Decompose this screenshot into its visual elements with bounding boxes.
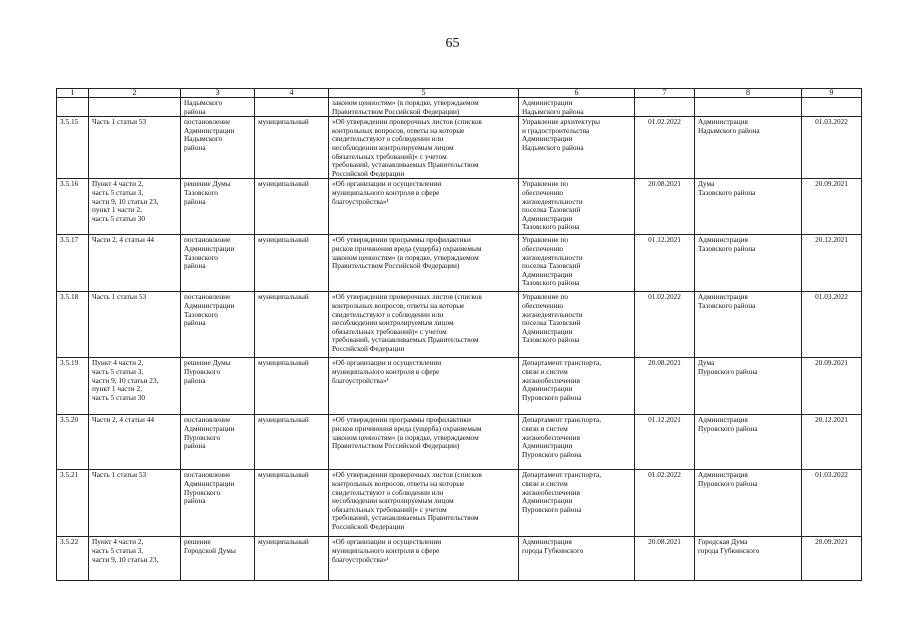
table-cell: Пункт 4 части 2, часть 5 статьи 3, части 9, 10 статьи 23, xyxy=(89,537,181,581)
regulation-table xyxy=(56,88,862,581)
table-cell: 20.09.2021 xyxy=(802,358,862,415)
table-cell: постановление Администрации Надымского района xyxy=(181,117,255,179)
table-cell: 20.12.2021 xyxy=(802,235,862,292)
table-cell: постановление Администрации Пуровского района xyxy=(181,415,255,470)
table-cell: Пункт 4 части 2, часть 5 статьи 3, части 9, 10 статьи 23, пункт 1 части 2, часть 5 статьи 30 xyxy=(89,358,181,415)
table-cell: муниципальный xyxy=(255,292,329,358)
table-cell xyxy=(695,98,802,117)
column-header-6: 6 xyxy=(519,89,635,98)
table-cell: «Об утверждении проверочных листов (списков контрольных вопросов, ответы на которые свидетельствуют о соблюдении или несоблюдении контролируемым лицом обязательных требований)» с учетом требований, устанавливаемых Правительством Российской Федерации xyxy=(329,470,519,537)
table-cell: 3.5.16 xyxy=(57,179,89,235)
column-header-2: 2 xyxy=(89,89,181,98)
table-cell: Администрация Тазовского района xyxy=(695,292,802,358)
table-cell: 01.03.2022 xyxy=(802,470,862,537)
table-cell: «Об утверждении программы профилактики рисков причинения вреда (ущерба) охраняемым законом ценностям» (в порядке, утверждаемом Правительством Российской Федерации) xyxy=(329,415,519,470)
table-row xyxy=(57,98,862,117)
table-cell: 20.12.2021 xyxy=(802,415,862,470)
table-row xyxy=(57,415,862,470)
table-cell: 3.5.22 xyxy=(57,537,89,581)
table-cell: муниципальный xyxy=(255,358,329,415)
column-header-5: 5 xyxy=(329,89,519,98)
table-cell: Часть 1 статьи 53 xyxy=(89,470,181,537)
table-cell: Управление по обеспечению жизнедеятельности поселка Тазовский Администрации Тазовского района xyxy=(519,292,635,358)
table-row xyxy=(57,292,862,358)
column-header-9: 9 xyxy=(802,89,862,98)
table-cell: Дума Тазовского района xyxy=(695,179,802,235)
table-cell: Надымского района xyxy=(181,98,255,117)
table-row xyxy=(57,537,862,581)
table-cell xyxy=(57,98,89,117)
table-body xyxy=(57,89,862,581)
table-cell: Части 2, 4 статьи 44 xyxy=(89,415,181,470)
table-cell: 20.08.2021 xyxy=(635,537,695,581)
table-cell: Пункт 4 части 2, часть 5 статьи 3, части 9, 10 статьи 23, пункт 1 части 2, часть 5 статьи 30 xyxy=(89,179,181,235)
table-cell: муниципальный xyxy=(255,235,329,292)
column-header-8: 8 xyxy=(695,89,802,98)
table-row xyxy=(57,179,862,235)
table-cell: Управление архитектуры и градостроительства Администрации Надымского района xyxy=(519,117,635,179)
table-cell: 01.02.2022 xyxy=(635,470,695,537)
table-cell: 20.08.2021 xyxy=(635,358,695,415)
table-cell: 3.5.17 xyxy=(57,235,89,292)
table-cell: решение Думы Пуровского района xyxy=(181,358,255,415)
table-cell: Департамент транспорта, связи и систем жизнеобеспечения Администрации Пуровского района xyxy=(519,358,635,415)
table-cell: Дума Пуровского района xyxy=(695,358,802,415)
table-row xyxy=(57,117,862,179)
table-cell xyxy=(802,98,862,117)
table-cell: муниципальный xyxy=(255,537,329,581)
table-cell: «Об утверждении программы профилактики рисков причинения вреда (ущерба) охраняемым законом ценностям» (в порядке, утверждаемом Правительством Российской Федерации) xyxy=(329,235,519,292)
table-cell: решение Городской Думы xyxy=(181,537,255,581)
table-cell: 20.08.2021 xyxy=(635,179,695,235)
table-cell: 3.5.20 xyxy=(57,415,89,470)
table-cell: Администрация Пуровского района xyxy=(695,415,802,470)
table-cell: 3.5.19 xyxy=(57,358,89,415)
table-cell: Администрация Надымского района xyxy=(695,117,802,179)
column-header-3: 3 xyxy=(181,89,255,98)
table-cell: муниципальный xyxy=(255,470,329,537)
table-cell: 01.12.2021 xyxy=(635,415,695,470)
table-cell: 3.5.21 xyxy=(57,470,89,537)
table-cell xyxy=(255,98,329,117)
column-header-4: 4 xyxy=(255,89,329,98)
table-cell: Администрация Пуровского района xyxy=(695,470,802,537)
table-cell: Часть 1 статьи 53 xyxy=(89,117,181,179)
column-header-7: 7 xyxy=(635,89,695,98)
table-cell: 3.5.18 xyxy=(57,292,89,358)
column-header-1: 1 xyxy=(57,89,89,98)
table-cell: 01.03.2022 xyxy=(802,117,862,179)
table-cell: «Об утверждении проверочных листов (списков контрольных вопросов, ответы на которые свидетельствуют о соблюдении или несоблюдении контролируемым лицом обязательных требований)» с учетом требований, устанавливаемых Правительством Российской Федерации xyxy=(329,292,519,358)
table-row xyxy=(57,358,862,415)
table-cell: Департамент транспорта, связи и систем жизнеобеспечения Администрации Пуровского района xyxy=(519,470,635,537)
table-cell: Части 2, 4 статьи 44 xyxy=(89,235,181,292)
table-cell: 20.09.2021 xyxy=(802,537,862,581)
table-cell xyxy=(89,98,181,117)
table-cell: Администрация Тазовского района xyxy=(695,235,802,292)
table-cell: «Об организации и осуществлении муниципального контроля в сфере благоустройства»¹ xyxy=(329,358,519,415)
table-cell: постановление Администрации Пуровского района xyxy=(181,470,255,537)
table-cell: 01.02.2022 xyxy=(635,292,695,358)
table-cell: «Об утверждении проверочных листов (списков контрольных вопросов, ответы на которые свидетельствуют о соблюдении или несоблюдении контролируемым лицом обязательных требований)» с учетом требований, устанавливаемых Правительством Российской Федерации xyxy=(329,117,519,179)
table-cell: Управление по обеспечению жизнедеятельности поселка Тазовский Администрации Тазовского района xyxy=(519,179,635,235)
table-header-row xyxy=(57,89,862,98)
table-cell: 01.02.2022 xyxy=(635,117,695,179)
table-cell: муниципальный xyxy=(255,415,329,470)
table-cell: муниципальный xyxy=(255,179,329,235)
table-cell: Управление по обеспечению жизнедеятельности поселка Тазовский Администрации Тазовского района xyxy=(519,235,635,292)
table-cell: «Об организации и осуществлении муниципального контроля в сфере благоустройства»¹ xyxy=(329,537,519,581)
table-cell: постановление Администрации Тазовского района xyxy=(181,235,255,292)
table-cell: постановление Администрации Тазовского района xyxy=(181,292,255,358)
table-cell: 3.5.15 xyxy=(57,117,89,179)
table-cell: Администрация города Губкинского xyxy=(519,537,635,581)
table-cell: «Об организации и осуществлении муниципального контроля в сфере благоустройства»¹ xyxy=(329,179,519,235)
table-cell: 01.12.2021 xyxy=(635,235,695,292)
table-cell: муниципальный xyxy=(255,117,329,179)
table-cell: 01.03.2022 xyxy=(802,292,862,358)
table-cell: Городская Дума города Губкинского xyxy=(695,537,802,581)
page-number: 65 xyxy=(445,36,460,51)
table-cell: Департамент транспорта, связи и систем жизнеобеспечения Администрации Пуровского района xyxy=(519,415,635,470)
table-row xyxy=(57,235,862,292)
table-cell: Часть 1 статьи 53 xyxy=(89,292,181,358)
table-cell xyxy=(635,98,695,117)
table-cell: решение Думы Тазовского района xyxy=(181,179,255,235)
table-cell: 20.09.2021 xyxy=(802,179,862,235)
table-cell: Администрации Надымского района xyxy=(519,98,635,117)
table-cell: законом ценностям» (в порядке, утверждаемом Правительством Российской Федерации) xyxy=(329,98,519,117)
table-row xyxy=(57,470,862,537)
